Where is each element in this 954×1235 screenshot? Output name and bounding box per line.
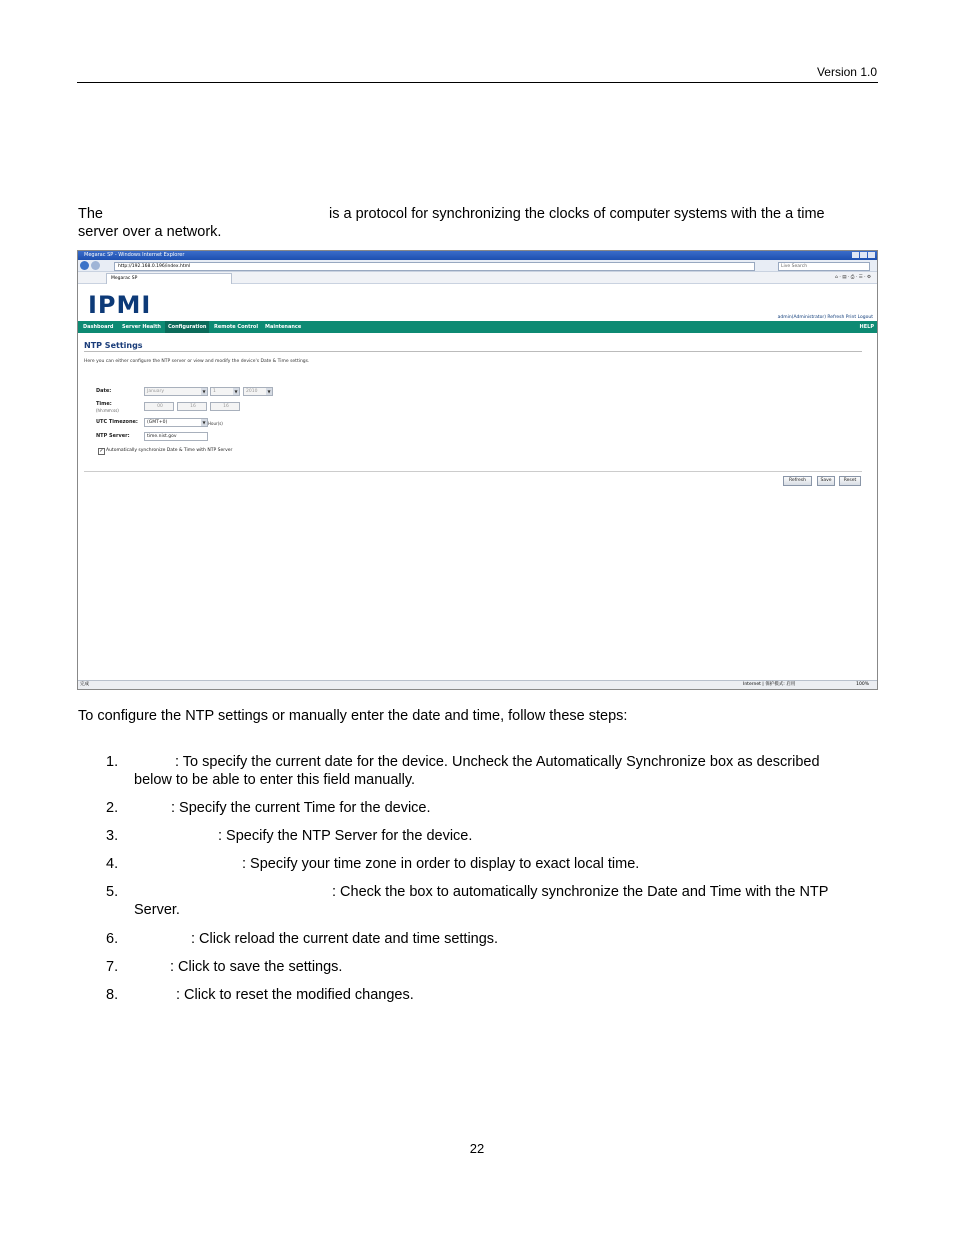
back-icon[interactable]: [80, 261, 89, 270]
time-hour-field[interactable]: 00: [144, 402, 174, 411]
step-text-continued: Server.: [134, 902, 180, 918]
page-number: 22: [469, 1141, 485, 1156]
timezone-select[interactable]: [144, 418, 208, 427]
day-value: 1: [213, 389, 216, 394]
browser-address-bar: [78, 260, 877, 272]
month-select[interactable]: [144, 387, 208, 396]
nav-server-health[interactable]: Server Health: [122, 324, 161, 330]
status-text: 完成: [80, 682, 89, 687]
step-text: : Specify the NTP Server for the device.: [218, 828, 473, 844]
page-title: NTP Settings: [84, 341, 143, 350]
browser-toolbar-icons[interactable]: ⌂ · ▤ · ⎙ · ☰ · ⚙: [835, 275, 871, 280]
ntp-settings-screenshot: [77, 250, 878, 690]
intro-text-continued: server over a network.: [78, 224, 222, 240]
time-minute-field[interactable]: 16: [177, 402, 207, 411]
close-icon[interactable]: [868, 252, 875, 258]
step-number: 5.: [106, 884, 119, 900]
step-number: 3.: [106, 828, 119, 844]
step-number: 4.: [106, 856, 119, 872]
step-text: : Click reload the current date and time settings.: [191, 931, 499, 947]
security-zone: Internet | 保护模式: 启用: [743, 682, 796, 687]
intro-text: is a protocol for synchronizing the clocks of computer systems with the a time: [329, 206, 825, 222]
chevron-down-icon: ▼: [267, 389, 271, 394]
main-nav: [78, 321, 877, 333]
chevron-down-icon: ▼: [202, 389, 206, 394]
browser-tab[interactable]: Megarac SP: [106, 273, 232, 284]
save-button[interactable]: Save: [817, 476, 835, 486]
time-label: Time:: [96, 401, 112, 407]
help-link[interactable]: HELP: [859, 324, 874, 330]
minimize-icon[interactable]: [852, 252, 859, 258]
step-number: 2.: [106, 800, 119, 816]
reset-button[interactable]: Reset: [839, 476, 861, 486]
timezone-value: (GMT+0): [147, 420, 168, 425]
zoom-level[interactable]: 100%: [856, 682, 869, 687]
user-bar[interactable]: admin(Administrator) Refresh Print Logout: [777, 315, 873, 320]
month-value: January: [147, 389, 165, 394]
ipmi-logo: IPMI: [88, 291, 152, 319]
chevron-down-icon: ▼: [234, 389, 238, 394]
nav-maintenance[interactable]: Maintenance: [265, 324, 302, 330]
date-label: Date:: [96, 388, 112, 394]
time-format-hint: (hh:mm:ss): [96, 408, 119, 413]
search-input[interactable]: Live Search: [778, 262, 870, 271]
steps-intro: To configure the NTP settings or manually enter the date and time, follow these steps:: [78, 708, 628, 724]
document-version: Version 1.0: [816, 65, 877, 79]
auto-sync-label: Automatically synchronize Date & Time with NTP Server: [106, 448, 233, 453]
chevron-down-icon: ▼: [202, 420, 206, 425]
nav-remote-control[interactable]: Remote Control: [214, 324, 259, 330]
refresh-button[interactable]: Refresh: [783, 476, 812, 486]
step-text: : Specify the current Time for the device.: [171, 800, 431, 816]
step-number: 1.: [106, 754, 119, 770]
step-text: : To specify the current date for the device. Uncheck the Automatically Synchronize box as described: [175, 754, 820, 770]
step-text: : Click to save the settings.: [170, 959, 343, 975]
year-select[interactable]: [243, 387, 273, 396]
ntp-server-field[interactable]: time.nist.gov: [144, 432, 208, 441]
url-field[interactable]: http://192.168.0.196/index.html: [114, 262, 755, 271]
browser-title-bar: [78, 251, 877, 260]
page-description: Here you can either configure the NTP server or view and modify the device's Date & Time settings.: [84, 359, 310, 364]
step-number: 7.: [106, 959, 119, 975]
time-second-field[interactable]: 16: [210, 402, 240, 411]
timezone-unit: Hour(s): [208, 421, 223, 426]
forward-icon[interactable]: [91, 261, 100, 270]
nav-dashboard[interactable]: Dashboard: [83, 324, 114, 330]
timezone-label: UTC Timezone:: [96, 419, 138, 425]
intro-lead: The: [78, 206, 103, 222]
browser-window-title: Megarac SP - Windows Internet Explorer: [84, 252, 185, 258]
browser-status-bar: [78, 680, 877, 689]
maximize-icon[interactable]: [860, 252, 867, 258]
step-text: : Click to reset the modified changes.: [176, 987, 414, 1003]
header-divider: [77, 82, 878, 83]
auto-sync-checkbox[interactable]: ✓: [99, 448, 104, 454]
step-number: 6.: [106, 931, 119, 947]
browser-tab-bar: [78, 272, 877, 284]
form-divider: [84, 471, 862, 472]
ntp-server-label: NTP Server:: [96, 433, 130, 439]
day-select[interactable]: [210, 387, 240, 396]
year-value: 2010: [246, 389, 258, 394]
step-number: 8.: [106, 987, 119, 1003]
step-text: : Check the box to automatically synchronize the Date and Time with the NTP: [332, 884, 829, 900]
step-text: : Specify your time zone in order to display to exact local time.: [242, 856, 640, 872]
step-text-continued: below to be able to enter this field manually.: [134, 772, 416, 788]
nav-configuration[interactable]: Configuration: [165, 321, 209, 333]
title-divider: [84, 351, 862, 352]
